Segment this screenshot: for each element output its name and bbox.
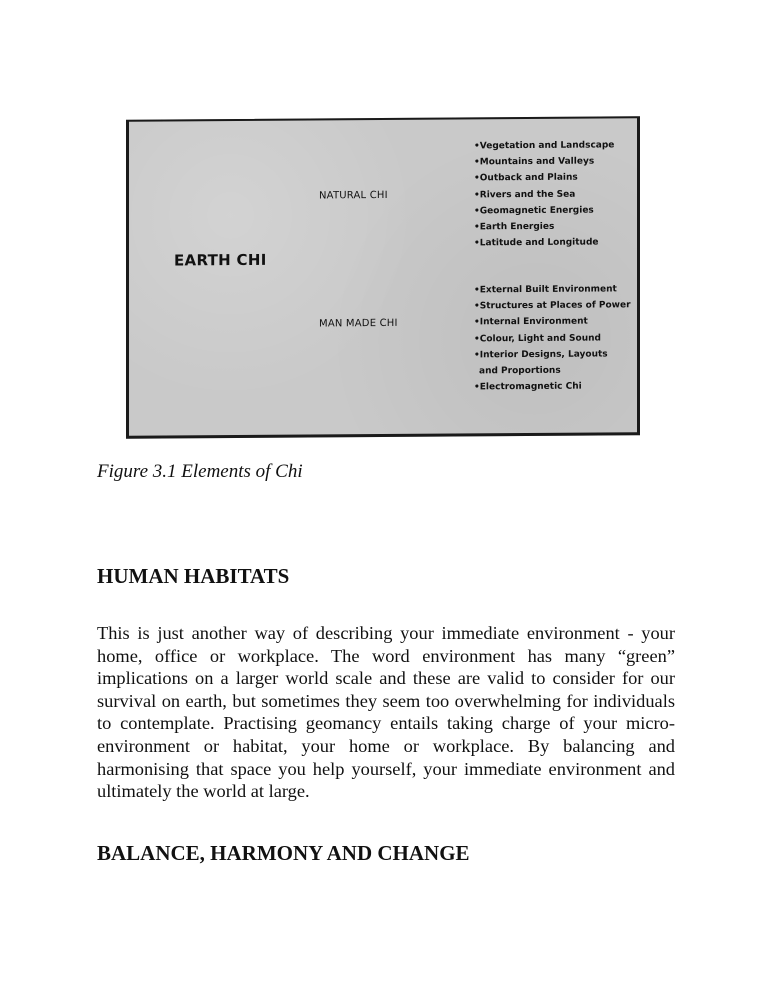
list-item-continuation: and Proportions xyxy=(479,365,561,377)
list-item: • Interior Designs, Layouts xyxy=(474,346,631,363)
earth-chi-label: EARTH CHI xyxy=(174,250,267,270)
natural-chi-label: NATURAL CHI xyxy=(319,189,388,202)
list-item: • Electromagnetic Chi xyxy=(474,378,631,395)
man-made-chi-label: MAN MADE CHI xyxy=(319,317,398,330)
section-heading-balance: BALANCE, HARMONY AND CHANGE xyxy=(97,841,470,865)
list-item: • External Built Environment xyxy=(474,281,631,298)
list-item: • Outback and Plains xyxy=(474,170,614,187)
list-item: • Earth Energies xyxy=(474,218,614,235)
body-paragraph: This is just another way of describing your immediate environment - your home, office or workplace. The word environment has many “green” implications on a larger world scale and these are valid to consider for our survival on earth, but sometimes they seem too overwhelming for individuals to contemplate. Practising geomancy entails taking charge of your micro-environment or habitat, your home or workplace. By balancing and harmonising that space you help yourself, your immediate environment and ultimately the world at large. xyxy=(97,623,675,802)
natural-chi-list xyxy=(474,137,614,251)
list-item: • Latitude and Longitude xyxy=(474,235,614,252)
elements-of-chi-figure xyxy=(126,116,640,439)
figure-caption: Figure 3.1 Elements of Chi xyxy=(97,461,303,482)
list-item: • Colour, Light and Sound xyxy=(474,330,631,347)
list-item: • Internal Environment xyxy=(474,314,631,331)
list-item: • Geomagnetic Energies xyxy=(474,202,614,219)
list-item: • Structures at Places of Power xyxy=(474,297,631,314)
list-item: • Mountains and Valleys xyxy=(474,154,614,171)
section-heading-human-habitats: HUMAN HABITATS xyxy=(97,564,290,588)
list-item: • Vegetation and Landscape xyxy=(474,137,614,154)
list-item: • Rivers and the Sea xyxy=(474,186,614,203)
man-made-chi-list xyxy=(474,281,631,396)
